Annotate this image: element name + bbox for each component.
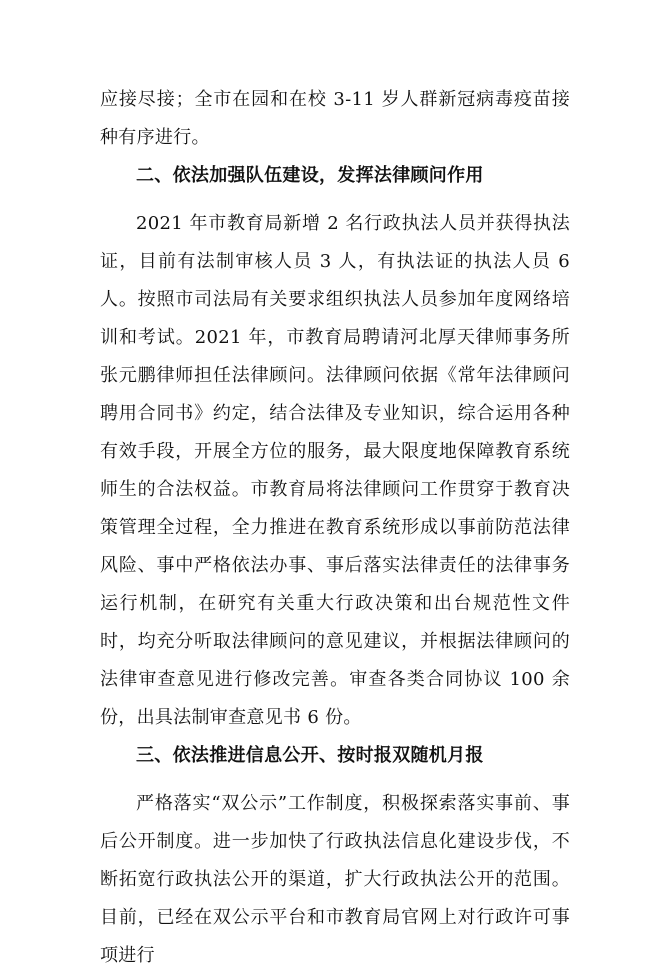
paragraph-info-disclosure: 严格落实“双公示”工作制度，积极探索落实事前、事后公开制度。进一步加快了行政执法信息化建设步伐，不断拓宽行政执法公开的渠道，扩大行政执法公开的范围。目前，已经在双公示平台和市教育局官网上对行政许可事项进行 bbox=[100, 793, 570, 966]
paragraph-continuation: 应接尽接；全市在园和在校 3-11 岁人群新冠病毒疫苗接种有序进行。 bbox=[100, 89, 570, 148]
section-heading-2: 二、依法加强队伍建设，发挥法律顾问作用 bbox=[136, 165, 484, 186]
paragraph-team-building: 2021 年市教育局新增 2 名行政执法人员并获得执法证，目前有法制审核人员 3 人，有执法证的执法人员 6 人。按照市司法局有关要求组织执法人员参加年度网络培训和考试。2021 年，市教育局聘请河北厚天律师事务所张元鹏律师担任法律顾问。法律顾问依据《常年法律顾问聘用合同书》约定，结合法律及专业知识，综合运用各种有效手段，开展全方位的服务，最大限度地保障教育系统师生的合法权益。市教育局将法律顾问工作贯穿于教育决策管理全过程，全力推进在教育系统形成以事前防范法律风险、事中严格依法办事、事后落实法律责任的法律事务运行机制，在研究有关重大行政决策和出台规范性文件时，均充分听取法律顾问的意见建议，并根据法律顾问的法律审查意见进行修改完善。审查各类合同协议 100 余份，出具法制审查意见书 6 份。 bbox=[100, 213, 570, 728]
section-heading-3: 三、依法推进信息公开、按时报双随机月报 bbox=[136, 745, 484, 766]
document-body bbox=[100, 81, 570, 975]
